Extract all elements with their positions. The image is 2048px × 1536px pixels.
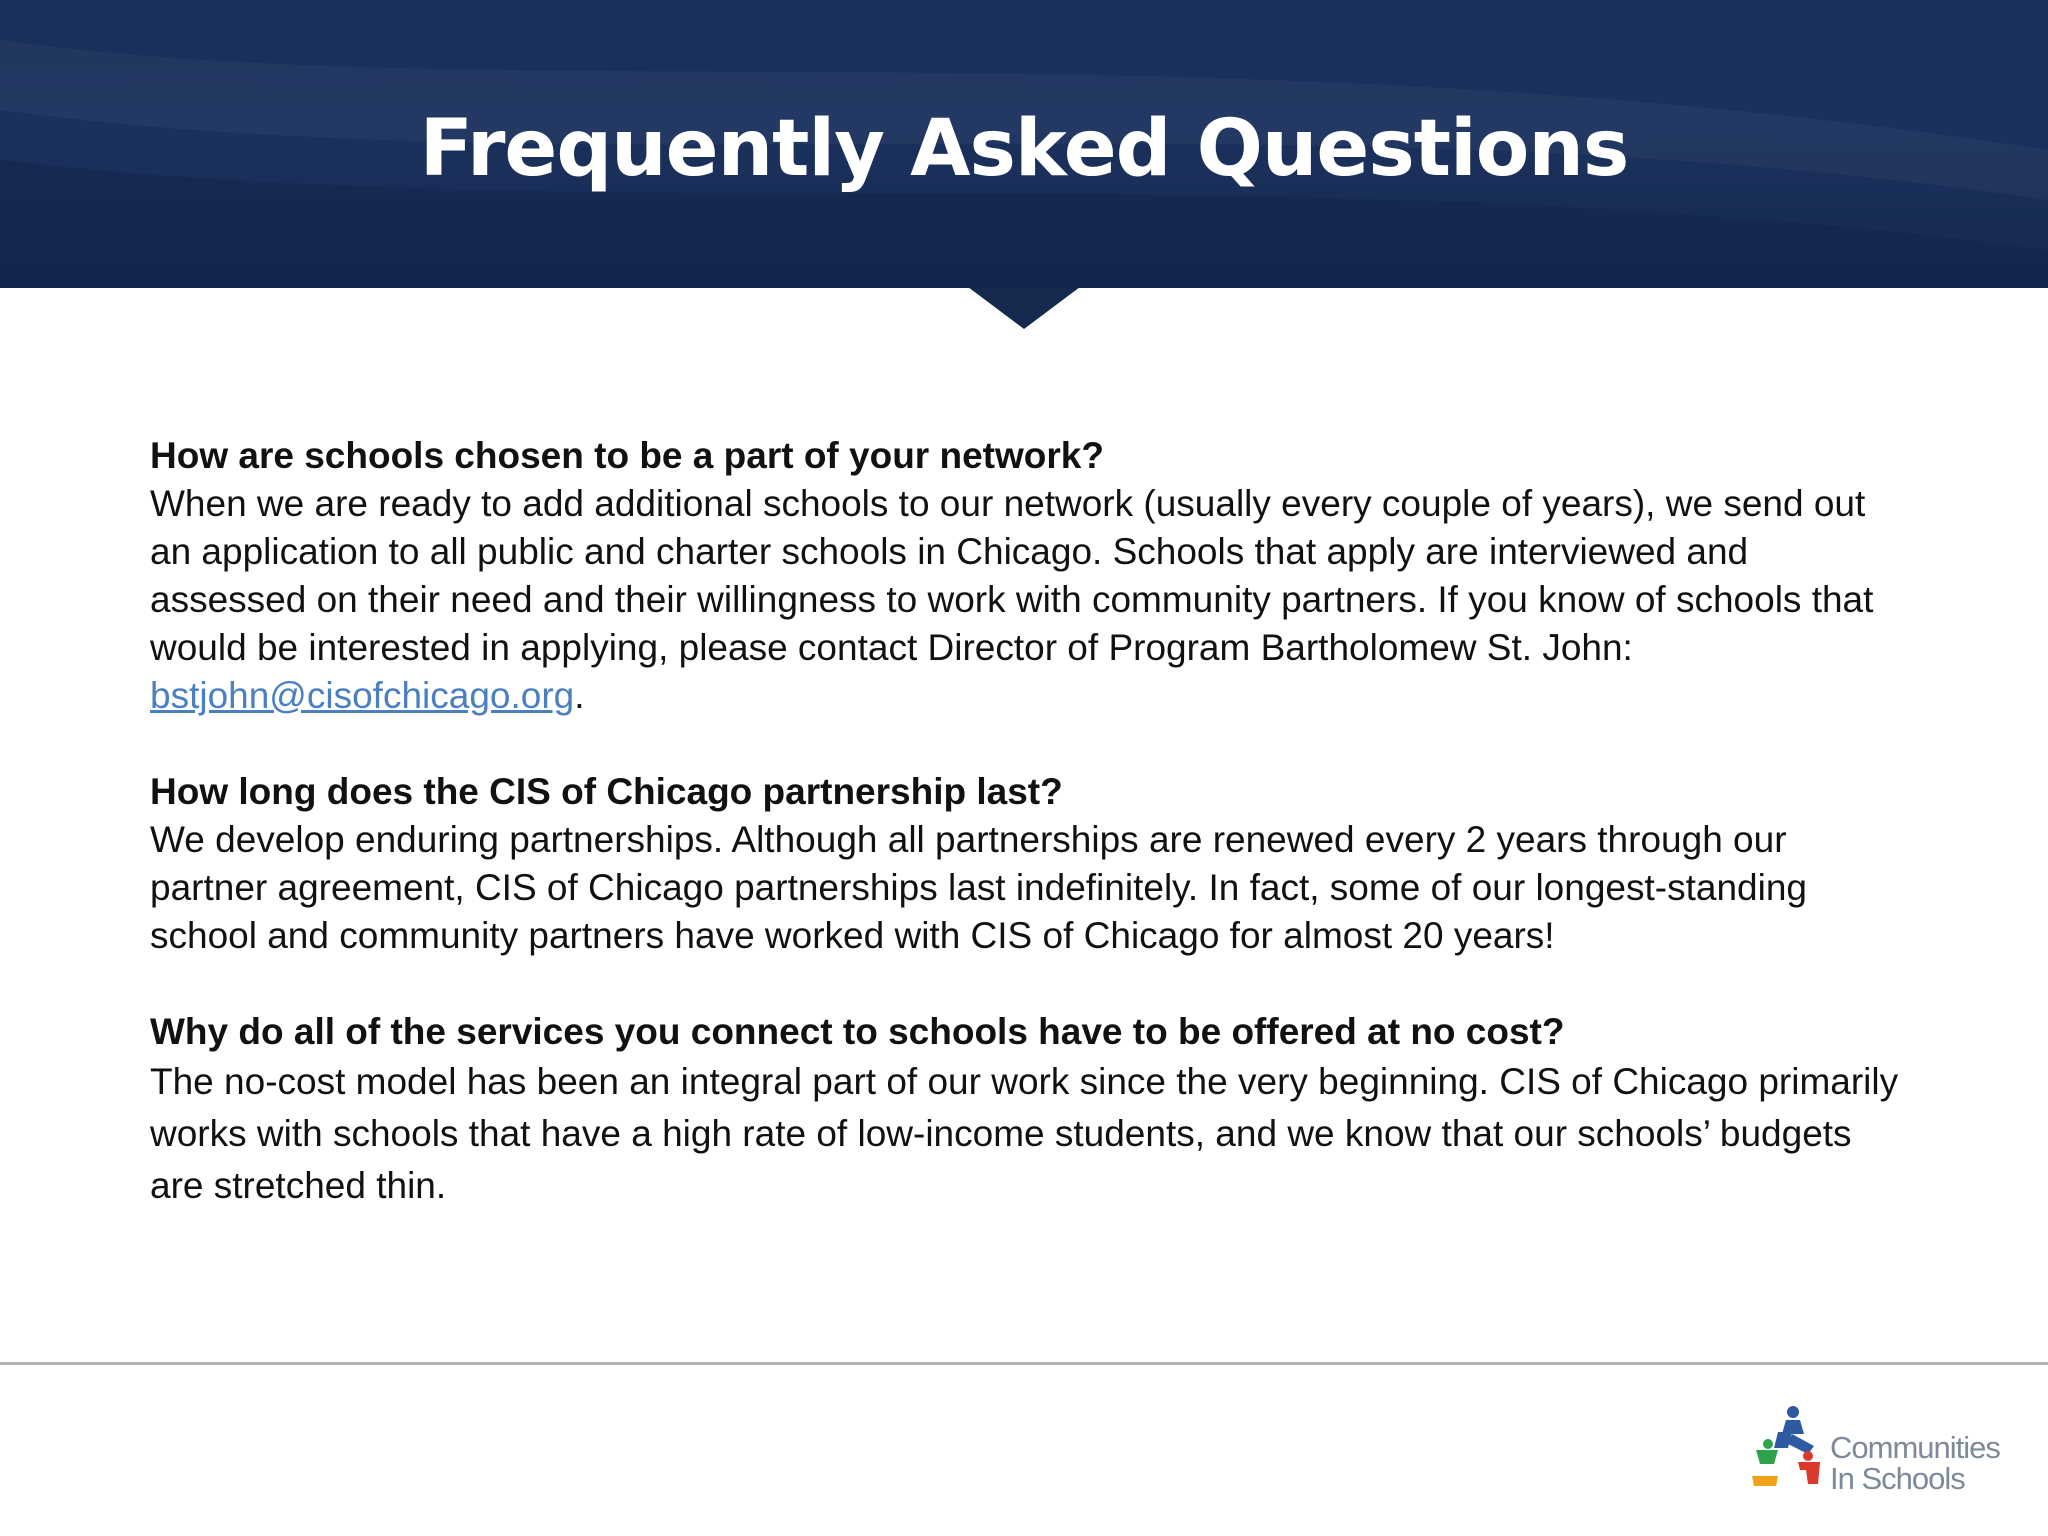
logo-line-1: Communities (1830, 1430, 2000, 1465)
header-pointer-arrow (968, 287, 1080, 329)
logo-line-2: In Schools (1830, 1461, 1965, 1496)
faq-list (150, 432, 1900, 1260)
faq-question: Why do all of the services you connect to schools have to be offered at no cost? (150, 1011, 1565, 1052)
faq-item (150, 1008, 1900, 1212)
faq-question: How are schools chosen to be a part of your network? (150, 435, 1104, 476)
faq-answer (150, 480, 1900, 720)
logo-figures-icon (1748, 1404, 1830, 1494)
page-title: Frequently Asked Questions (419, 104, 1629, 194)
header-banner (0, 0, 2048, 288)
faq-answer-text: When we are ready to add additional schools to our network (usually every couple of years), we send out an application to all public and charter schools in Chicago. Schools that apply are interviewed and assessed on their need and their willingness to work with community partners. If you know of schools that would be interested in applying, please contact Director of Program Bartholomew St. John: (150, 483, 1874, 668)
logo-wordmark (1830, 1432, 2000, 1494)
faq-item (150, 432, 1900, 720)
communities-in-schools-logo (1748, 1404, 2008, 1494)
email-link[interactable]: bstjohn@cisofchicago.org (150, 675, 575, 716)
faq-answer-end: . (574, 675, 585, 716)
footer-divider (0, 1362, 2048, 1365)
faq-answer: The no-cost model has been an integral part of our work since the very beginning. CIS of Chicago primarily works with schools that have a high rate of low-income students, and we know that our schools’ budgets are stretched thin. (150, 1061, 1899, 1206)
faq-item (150, 768, 1900, 960)
faq-answer: We develop enduring partnerships. Although all partnerships are renewed every 2 years through our partner agreement, CIS of Chicago partnerships last indefinitely. In fact, some of our longest-standing school and community partners have worked with CIS of Chicago for almost 20 years! (150, 819, 1807, 956)
faq-question: How long does the CIS of Chicago partnership last? (150, 771, 1063, 812)
